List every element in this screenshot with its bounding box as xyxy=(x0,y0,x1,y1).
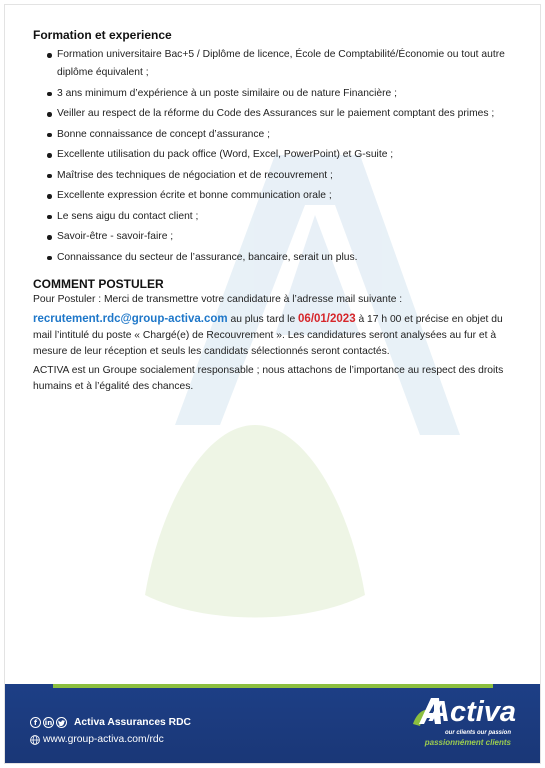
requirement-text: Formation universitaire Bac+5 / Diplôme de licence, École de Comptabilité/Économie ou tout autre diplôme équivalent ; xyxy=(57,49,505,78)
logo-tagline-en: our clients our passion xyxy=(444,730,511,736)
content-area xyxy=(33,27,517,395)
requirement-text: Excellente expression écrite et bonne communication orale ; xyxy=(57,190,332,201)
bullet-icon xyxy=(47,153,52,158)
apply-details xyxy=(33,311,517,360)
requirement-item xyxy=(47,187,517,205)
bullet-icon xyxy=(47,235,52,240)
facebook-icon[interactable]: f xyxy=(30,717,41,728)
apply-title: COMMENT POSTULER xyxy=(33,276,164,291)
bullet-icon xyxy=(47,194,52,199)
bullet-icon xyxy=(47,92,52,97)
requirement-item xyxy=(47,46,517,82)
bullet-icon xyxy=(47,174,52,179)
requirement-text: Bonne connaissance de concept d’assurance ; xyxy=(57,128,270,140)
requirement-text: Excellente utilisation du pack office (Word, Excel, PowerPoint) et G-suite ; xyxy=(57,149,394,160)
document-page xyxy=(5,5,540,763)
bullet-icon xyxy=(47,215,52,220)
requirement-text: 3 ans minimum d’expérience à un poste similaire ou de nature Financière ; xyxy=(57,87,397,99)
requirement-item xyxy=(47,146,517,164)
requirement-item xyxy=(47,85,517,103)
requirement-item xyxy=(47,167,517,185)
apply-section xyxy=(33,276,517,395)
twitter-icon[interactable] xyxy=(56,717,67,728)
social-row xyxy=(30,716,191,729)
requirements-list xyxy=(33,46,517,267)
footer-banner xyxy=(5,684,540,763)
requirement-text: Connaissance du secteur de l’assurance, bancaire, serait un plus. xyxy=(57,251,358,263)
requirements-title: Formation et experience xyxy=(33,28,172,42)
requirement-item xyxy=(47,105,517,123)
website-link[interactable]: www.group-activa.com/rdc xyxy=(43,734,164,745)
bullet-icon xyxy=(47,112,52,117)
bullet-icon xyxy=(47,53,52,58)
logo-wordmark: Activa xyxy=(429,696,517,728)
apply-intro: Pour Postuler : Merci de transmettre votre candidature à l’adresse mail suivante : xyxy=(33,293,403,305)
csr-statement: ACTIVA est un Groupe socialement responsable ; nous attachons de l’importance au respect des droits humains et à l’égalité des chances. xyxy=(33,364,504,392)
apply-text-before-date: au plus tard le xyxy=(227,313,299,325)
requirement-text: Maîtrise des techniques de négociation et de recouvrement ; xyxy=(57,169,333,181)
requirement-text: Veiller au respect de la réforme du Code des Assurances sur le paiement comptant des primes ; xyxy=(57,108,495,119)
requirement-item xyxy=(47,208,517,226)
bullet-icon xyxy=(47,256,52,261)
bullet-icon xyxy=(47,133,52,138)
requirement-text: Le sens aigu du contact client ; xyxy=(57,210,199,222)
footer-accent-stripe xyxy=(53,684,493,688)
logo-tagline-fr: passionnément clients xyxy=(424,738,511,747)
requirement-item xyxy=(47,249,517,267)
deadline-date: 06/01/2023 xyxy=(298,312,356,325)
email-link[interactable]: recrutement.rdc@group-activa.com xyxy=(33,312,228,325)
globe-icon xyxy=(30,735,40,745)
activa-logo xyxy=(409,698,521,756)
requirement-item xyxy=(47,228,517,246)
company-name: Activa Assurances RDC xyxy=(74,717,191,728)
linkedin-icon[interactable]: in xyxy=(44,718,53,727)
requirement-text: Savoir-être - savoir-faire ; xyxy=(57,231,174,242)
website-row xyxy=(30,733,164,746)
requirement-item xyxy=(47,126,517,144)
apply-text-after-date: à 17 h 00 et précise en objet du mail l’intitulé du poste « Chargé(e) de Recouvrement ». Les candidatures seront analysées au fur et à mesure de leur réception et seuls les candidats sélectionnés seront contactés. xyxy=(33,313,503,357)
